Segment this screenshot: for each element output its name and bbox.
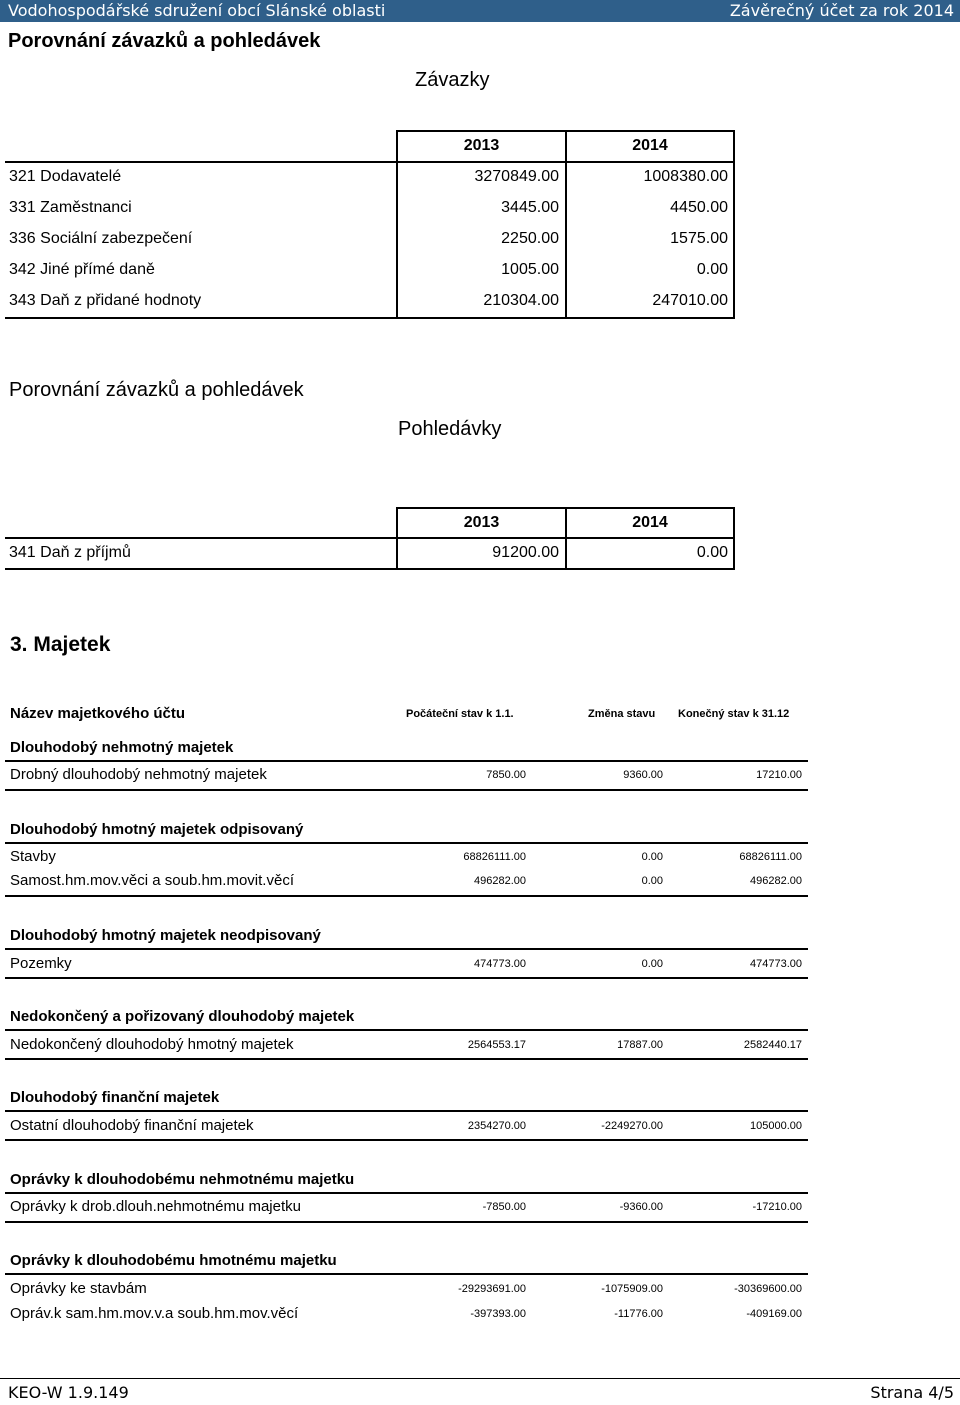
account-label: 341 Daň z příjmů (9, 544, 131, 561)
value-2013: 2250.00 (501, 230, 559, 247)
asset-label: Oprávky ke stavbám (10, 1280, 147, 1297)
receivables-subtitle: Pohledávky (398, 418, 502, 440)
value-2014: 247010.00 (652, 292, 728, 309)
end-value: -30369600.00 (734, 1283, 802, 1295)
asset-label: Nedokončený dlouhodobý hmotný majetek (10, 1036, 294, 1053)
change-value: 0.00 (641, 875, 663, 887)
asset-label: Pozemky (10, 955, 72, 972)
start-value: 2564553.17 (467, 1039, 526, 1051)
value-2013: 91200.00 (492, 544, 559, 561)
asset-label: Ostatní dlouhodobý finanční majetek (10, 1117, 254, 1134)
organization-name: Vodohospodářské sdružení obcí Slánské oblasti (8, 1, 386, 20)
asset-group-heading: Nedokončený a pořizovaný dlouhodobý majetek (10, 1008, 355, 1025)
asset-label: Samost.hm.mov.věci a soub.hm.movit.věcí (10, 872, 294, 889)
end-value: 105000.00 (750, 1120, 802, 1132)
account-label: 331 Zaměstnanci (9, 199, 132, 216)
start-value: 7850.00 (486, 769, 526, 781)
start-value: -7850.00 (482, 1201, 526, 1213)
asset-group-heading: Dlouhodobý hmotný majetek odpisovaný (10, 821, 304, 838)
start-value: -29293691.00 (458, 1283, 526, 1295)
value-2013: 3270849.00 (474, 168, 559, 185)
column-header-name: Název majetkového účtu (10, 705, 186, 722)
change-value: 9360.00 (623, 769, 663, 781)
end-value: -409169.00 (746, 1308, 802, 1320)
start-value: -397393.00 (470, 1308, 526, 1320)
asset-label: Stavby (10, 848, 56, 865)
value-2013: 3445.00 (501, 199, 559, 216)
value-2014: 4450.00 (670, 199, 728, 216)
value-2014: 1008380.00 (643, 168, 728, 185)
change-value: -9360.00 (619, 1201, 663, 1213)
liabilities-title: Porovnání závazků a pohledávek (8, 30, 321, 52)
change-value: -11776.00 (614, 1308, 663, 1320)
end-value: 17210.00 (756, 769, 802, 781)
value-2014: 1575.00 (670, 230, 728, 247)
asset-group-heading: Dlouhodobý nehmotný majetek (10, 739, 234, 756)
page-number: Strana 4/5 (870, 1383, 954, 1402)
asset-group-heading: Oprávky k dlouhodobému nehmotnému majetku (10, 1171, 355, 1188)
account-label: 336 Sociální zabezpečení (9, 230, 193, 247)
receivables-title: Porovnání závazků a pohledávek (9, 379, 304, 401)
change-value: 17887.00 (617, 1039, 663, 1051)
change-value: 0.00 (641, 851, 663, 863)
start-value: 2354270.00 (467, 1120, 526, 1132)
year-header-2013: 2013 (463, 514, 500, 531)
year-header-2014: 2014 (632, 137, 668, 154)
year-header-2013: 2013 (463, 137, 500, 154)
start-value: 496282.00 (474, 875, 526, 887)
document-title: Závěrečný účet za rok 2014 (729, 1, 954, 20)
end-value: 68826111.00 (739, 851, 802, 863)
liabilities-subtitle: Závazky (415, 69, 490, 91)
end-value: -17210.00 (752, 1201, 802, 1213)
account-label: 321 Dodavatelé (9, 168, 122, 185)
value-2013: 1005.00 (501, 261, 559, 278)
value-2013: 210304.00 (483, 292, 559, 309)
asset-label: Oprávky k drob.dlouh.nehmotnému majetku (10, 1198, 301, 1215)
value-2014: 0.00 (696, 261, 728, 278)
start-value: 474773.00 (474, 958, 526, 970)
assets-title: 3. Majetek (10, 633, 111, 656)
change-value: 0.00 (641, 958, 663, 970)
asset-label: Drobný dlouhodobý nehmotný majetek (10, 766, 267, 783)
end-value: 474773.00 (750, 958, 802, 970)
account-label: 342 Jiné přímé daně (9, 261, 155, 278)
year-header-2014: 2014 (632, 514, 668, 531)
footer-code: KEO-W 1.9.149 (8, 1383, 129, 1402)
asset-group-heading: Dlouhodobý hmotný majetek neodpisovaný (10, 927, 321, 944)
column-header-change: Změna stavu (588, 708, 656, 720)
end-value: 496282.00 (750, 875, 802, 887)
page-header (0, 0, 960, 22)
end-value: 2582440.17 (743, 1039, 802, 1051)
column-header-end: Konečný stav k 31.12 (678, 708, 790, 720)
account-label: 343 Daň z přidané hodnoty (9, 292, 202, 309)
start-value: 68826111.00 (463, 851, 526, 863)
value-2014: 0.00 (696, 544, 728, 561)
asset-group-heading: Oprávky k dlouhodobému hmotnému majetku (10, 1252, 337, 1269)
asset-group-heading: Dlouhodobý finanční majetek (10, 1089, 220, 1106)
change-value: -1075909.00 (601, 1283, 663, 1295)
asset-label: Opráv.k sam.hm.mov.v.a soub.hm.mov.věcí (10, 1305, 299, 1322)
footer-divider (0, 1378, 960, 1379)
change-value: -2249270.00 (601, 1120, 663, 1132)
column-header-start: Počáteční stav k 1.1. (406, 708, 514, 720)
